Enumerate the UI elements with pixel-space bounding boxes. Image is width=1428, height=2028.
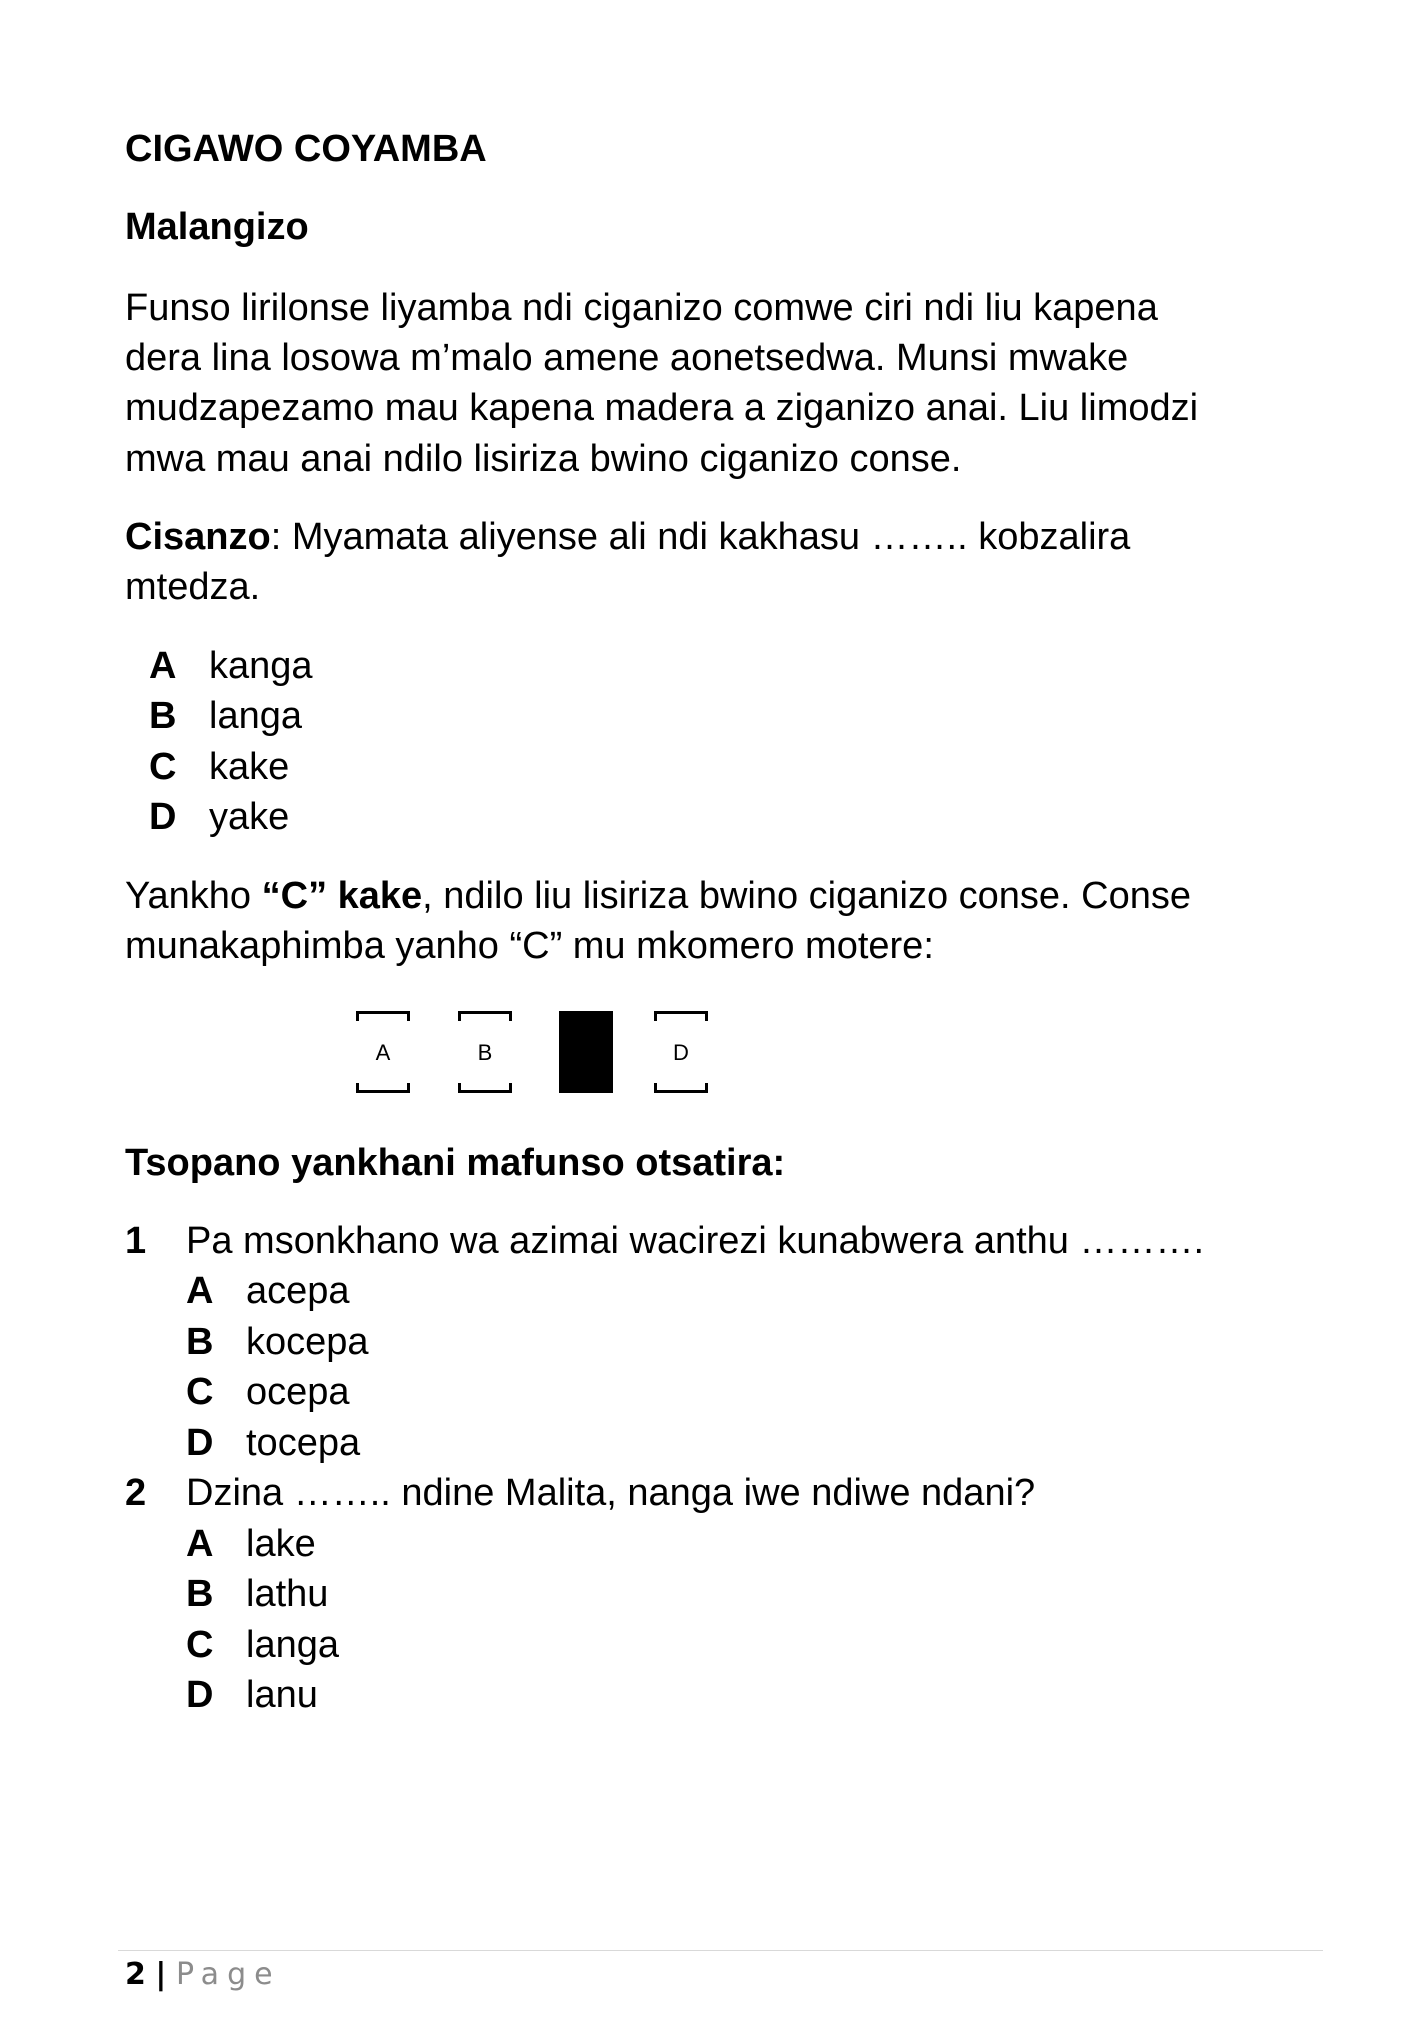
option-letter: D (186, 1422, 214, 1464)
option-letter: D (149, 796, 177, 838)
answer-box-letter: B (477, 1040, 493, 1065)
answer-box-b (458, 1011, 512, 1093)
option-letter: B (186, 1573, 214, 1615)
instructions-line: dera lina losowa m’malo amene aonetsedwa. Munsi mwake (125, 337, 1129, 379)
instructions-line: mwa mau anai ndilo lisiriza bwino ciganizo conse. (125, 438, 962, 480)
instructions-line: Funso lirilonse liyamba ndi ciganizo comwe ciri ndi liu kapena (125, 287, 1158, 329)
answer-box-d (654, 1011, 708, 1093)
answer-box-letter: C (578, 1040, 594, 1065)
example-line (125, 512, 1130, 563)
option-text: tocepa (246, 1422, 361, 1464)
footer-divider (118, 1950, 1323, 1951)
answer-prefix: Yankho (125, 875, 262, 917)
option-letter: A (186, 1270, 214, 1312)
section-title: CIGAWO COYAMBA (125, 128, 487, 170)
option-text: acepa (246, 1270, 350, 1312)
answer-box-letter: A (375, 1040, 391, 1065)
option-text: lanu (246, 1674, 318, 1716)
answer-box-letter: D (673, 1040, 689, 1065)
option-text: kanga (209, 645, 313, 687)
option-text: lake (246, 1523, 316, 1565)
option-text: langa (246, 1624, 339, 1666)
page-label: Page (175, 1957, 281, 1992)
example-sentence: : Myamata aliyense ali ndi kakhasu …….. kobzalira (270, 516, 1131, 558)
question-text: Pa msonkhano wa azimai wacirezi kunabwera anthu ………. (186, 1220, 1205, 1262)
option-text: yake (209, 796, 290, 838)
option-letter: D (186, 1674, 214, 1716)
page-number: 2 (125, 1957, 146, 1992)
option-letter: A (149, 645, 177, 687)
instructions-heading: Malangizo (125, 206, 309, 248)
option-letter: B (149, 695, 177, 737)
answer-box-a (356, 1011, 410, 1093)
example-answer-line (125, 871, 1191, 922)
option-text: langa (209, 695, 302, 737)
option-letter: C (149, 746, 177, 788)
option-letter: C (186, 1624, 214, 1666)
question-number: 2 (125, 1472, 147, 1514)
example-line-2: mtedza. (125, 566, 261, 608)
example-label: Cisanzo (125, 516, 271, 558)
page-footer (125, 1955, 281, 1995)
option-text: kake (209, 746, 290, 788)
instructions-line: mudzapezamo mau kapena madera a ziganizo anai. Liu limodzi (125, 387, 1199, 429)
option-letter: B (186, 1321, 214, 1363)
option-text: lathu (246, 1573, 329, 1615)
option-text: kocepa (246, 1321, 369, 1363)
option-letter: C (186, 1371, 214, 1413)
answer-bold: “C” kake (261, 875, 423, 917)
questions-heading: Tsopano yankhani mafunso otsatira: (125, 1142, 786, 1184)
option-text: ocepa (246, 1371, 350, 1413)
answer-box-c-filled (559, 1011, 613, 1093)
answer-suffix: , ndilo liu lisiriza bwino ciganizo conse. Conse (422, 875, 1192, 917)
footer-separator: | (155, 1957, 167, 1992)
question-number: 1 (125, 1220, 147, 1262)
example-answer-line-2: munakaphimba yanho “C” mu mkomero motere: (125, 925, 934, 967)
option-letter: A (186, 1523, 214, 1565)
question-text: Dzina …….. ndine Malita, nanga iwe ndiwe ndani? (186, 1472, 1036, 1514)
